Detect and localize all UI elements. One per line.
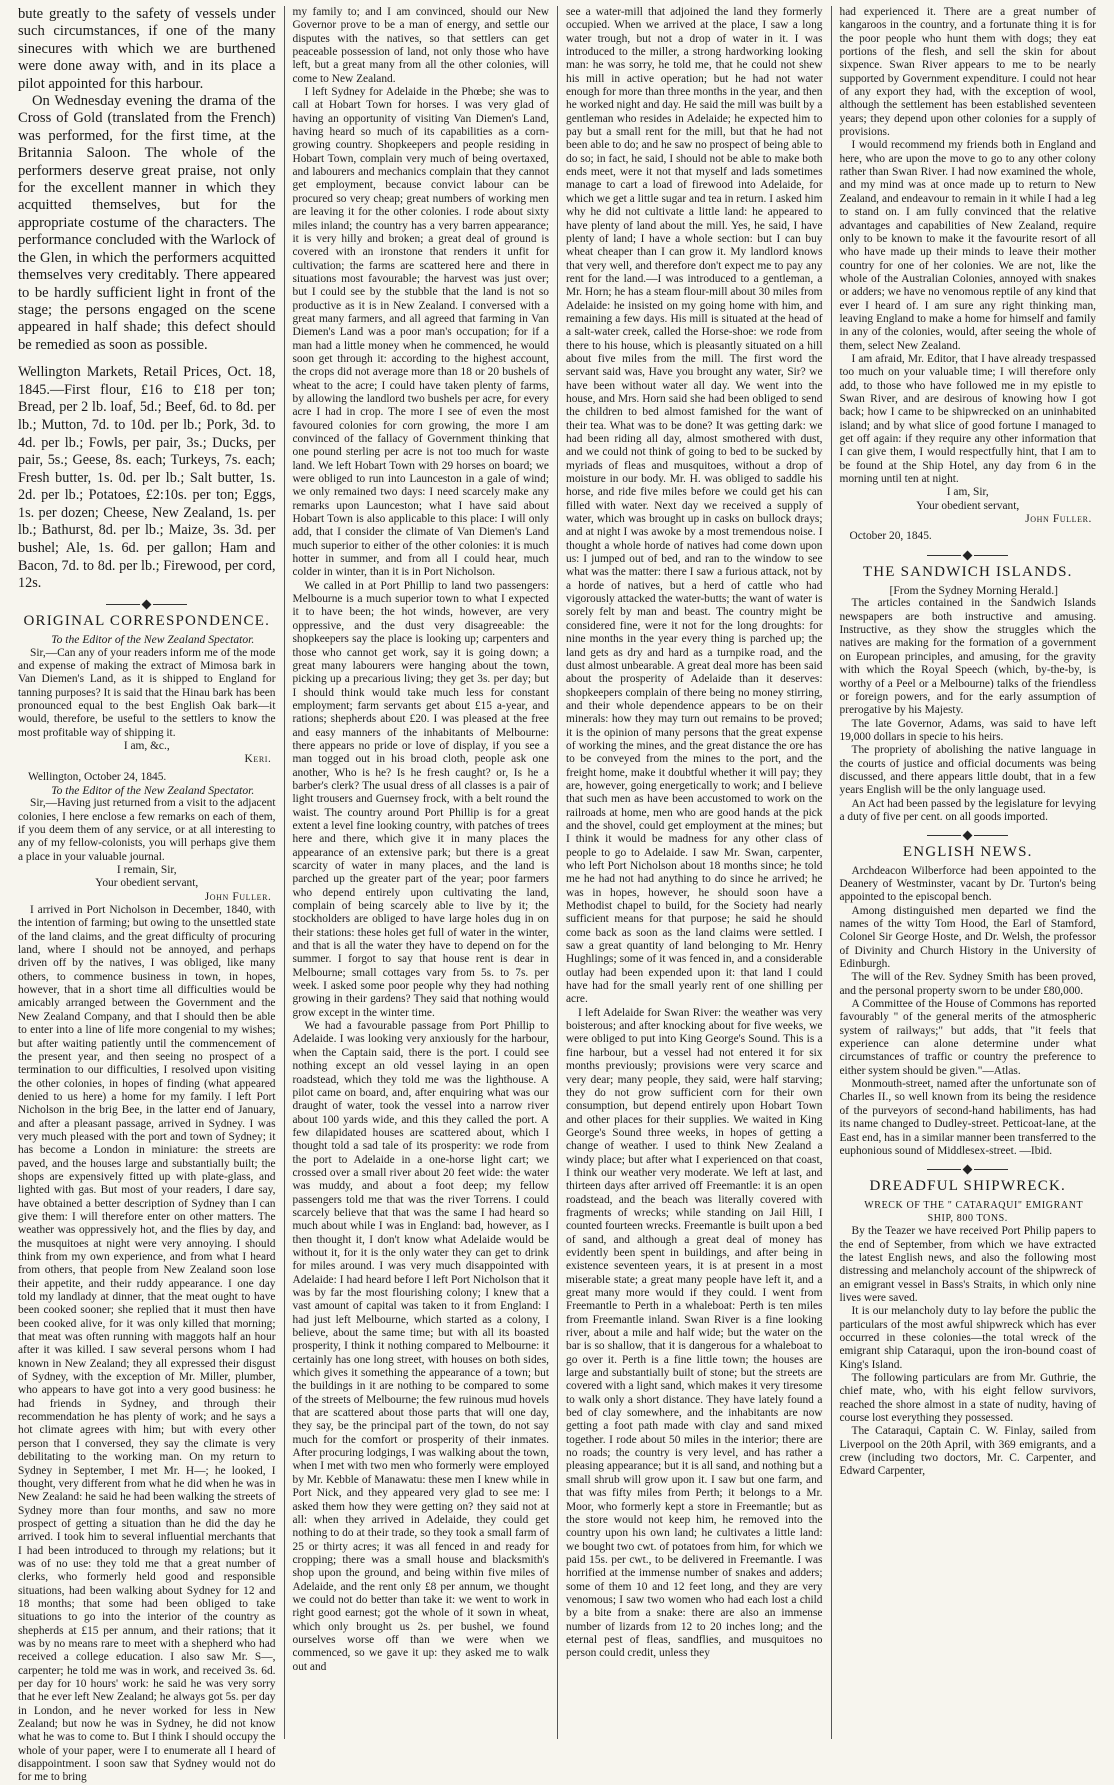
market-prices-text: Wellington Markets, Retail Prices, Oct. 18, 1845.—First flour, £16 to £18 per ton; Bread, per 2 lb. loaf, 5d.; Beef, 6d. to 8d. per lb.; Mutton, 7d. to 10d. per lb.; Pork, 3d. to 4d. per lb.; Fowls, per pair, 3s.; Ducks, per pair, 5s.; Geese, 8s. each; Turkeys, 7s. each; Fresh butter, 1s. 0d. per lb.; Salt butter, 1s. 2d. per lb.; Potatoes, £2:10s. per ton; Eggs, 1s. per dozen; Cheese, New Zealand, 1s. per lb.; Bathurst, 8d. per lb.; Maize, 3s. 3d. per bushel; Ale, 1s. 6d. per gallon; Ham and Bacon, 7d. to 8d. per lb.; Firewood, per cord, 12s. xyxy=(18,364,276,592)
section-heading-english-news: ENGLISH NEWS. xyxy=(902,844,1033,861)
divider xyxy=(840,552,1097,559)
letter-2-paragraph-kangaroos: had experienced it. There are a great number of kangaroos in the country, and a fortunate thing it is for the poor people who hunt them with dogs; they eat portions of the flesh, and sell the skin for about sixpence. Swan River appears to me to be nearly supported by Government expenditure. I could not hear of any export they had, with the exception of wool, although the settlement has been established seventeen years; they depend upon other colonies for a supply of provisions. xyxy=(839,6,1096,139)
paragraph-pilot: bute greatly to the safety of vessels under such circumstances, if one of the many sinecures with which we are burthened were done away with, and in its place a pilot appointed for this harbour. xyxy=(18,6,276,92)
letter-2-final-signature: John Fuller. xyxy=(1025,513,1092,526)
divider xyxy=(840,1166,1097,1173)
local-news-section xyxy=(18,6,276,354)
letter-2-intro: Sir,—Having just returned from a visit to the adjacent colonies, I here enclose a few remarks on each of them, if you deem them of any service, or at all interesting to any of my fellow-colonists, you will perhaps give them a place in your valuable journal. xyxy=(18,797,276,863)
letter-1-signature: Keri. xyxy=(244,753,272,766)
shipwreck-subheading: WRECK OF THE " CATARAQUI" EMIGRANT SHIP, 800 TONS. xyxy=(864,1199,1084,1224)
divider xyxy=(18,601,276,608)
shipwreck-paragraph-2: It is our melancholy duty to lay before the public the particulars of the most awful shipwreck which has ever occurred in these colonies—the total wreck of the emigrant ship Cataraqui, upon the iron-bound coast of King's Island. xyxy=(839,1305,1096,1371)
column-1 xyxy=(10,6,284,1784)
english-news-paragraph-4: A Committee of the House of Commons has reported favourably " of the general merits of the atmospheric system of railways;" but adds, that "it feels that experience can alone determine under what circumstances of traffic or country the preference to either system should be given."—Atlas. xyxy=(839,998,1096,1077)
paragraph-theatre: On Wednesday evening the drama of the Cross of Gold (translated from the French) was performed, for the first time, at the Britannia Saloon. The whole of the performers deserve great praise, not only for the excellent manner in which they acquitted themselves, but for the appropriate costume of the characters. The performance concluded with the Warlock of the Glen, in which the performers acquitted themselves very creditably. There appeared to be hardly sufficient light in front of the stage; the persons engaged on the scene appeared in half shade; this defect should be remedied as soon as possible. xyxy=(18,93,276,353)
column-4 xyxy=(831,6,1105,1739)
letter-2-final-close-2: Your obedient servant, xyxy=(916,499,1020,512)
letter-1-close: I am, &c., xyxy=(123,739,170,752)
letter-2-paragraph-adelaide: We had a favourable passage from Port Phillip to Adelaide. I was looking very anxiously for the harbour, when the Captain said, there is the port. I could see nothing except an old vessel laying in an open roadstead, which they told me was the lighthouse. A pilot came on board, and, after enquiring what was our draught of water, took the vessel into a narrow river about 100 yards wide, and this they called the port. A few dilapidated houses are scattered about, which I thought told a sad tale of its prosperity: we rode from the port to Adelaide in a one-horse light cart; we crossed over a small river about 20 feet wide: the water was muddy, and about a foot deep; my fellow passengers told me that was the river Torrens. I could scarcely believe that that was the same I had heard so much about while I was in England: bad, however, as I then thought it, I don't know what Adelaide would be without it, for it is the only water they can get to drink for miles around. I was very much disappointed with Adelaide: I had heard before I left Port Nicholson that it was by far the most flourishing colony; I knew that a vast amount of capital was taken to it from England: I had just left Melbourne, which started as a colony, I believe, about the same time; but with all its boasted prosperity, I think it nothing compared to Melbourne: it certainly has one long street, with houses on both sides, which gives it something the appearance of a town; but the buildings in it are nothing to be compared to some of the streets of Melbourne; the few ruinous mud hovels that are scattered about those parts that will one day, they say, be the principal part of the town, do not say much for the comfort or prosperity of their inmates. After procuring lodgings, I was walking about the town, when I met with two men who formerly were employed by Mr. Kebble of Manawatu: these men I knew while in Port Nick, and they appeared very glad to see me: I asked them how they were getting on? they said not at all: when they arrived in Adelaide, they could get nothing to do at their trade, so they took a small farm of 25 or thirty acres; it was all fenced in and ready for cropping; there was a small house and blacksmith's shop upon the ground, and being within five miles of Adelaide, and the rent only £8 per annum, we thought we could not do better than take it: we went to work in right good earnest; got the whole of it sown in wheat, which only brought us 2s. per bushel, we found ourselves worse off than we were when we commenced, so we gave it up: they asked me to walk out and xyxy=(292,1020,549,1673)
market-prices xyxy=(18,364,276,593)
shipwreck-paragraph-1: By the Teazer we have received Port Philip papers to the end of September, from which we have extracted the latest English news, and also the following most distressing and melancholy account of the shipwreck of an emigrant vessel in Bass's Straits, in which only nine lives were saved. xyxy=(839,1225,1096,1304)
sandwich-paragraph-4: An Act had been passed by the legislature for levying a duty of five per cent. on all goods imported. xyxy=(839,797,1096,823)
letter-2-final-close-1: I am, Sir, xyxy=(946,486,989,499)
sandwich-paragraph-3: The propriety of abolishing the native language in the courts of justice and official documents was being discussed, and there appears little doubt, that in a few years English will be the only language used. xyxy=(839,744,1096,797)
letter-1-body: Sir,—Can any of your readers inform me of the mode and expense of making the extract of Mimosa bark in Van Diemen's Land, as it is shipped to England for tanning purposes? It is said that the Hinau bark has been pronounced equal to the best English Oak bark—it would, therefore, be useful to the settlers to know the most profitable way of shipping it. xyxy=(18,646,276,739)
section-heading-sandwich-islands: THE SANDWICH ISLANDS. xyxy=(862,563,1073,580)
sandwich-paragraph-2: The late Governor, Adams, was said to have left 19,000 dollars in specie to his heirs. xyxy=(839,717,1096,743)
letter-2-paragraph-port-phillip: We called in at Port Phillip to land two passengers: Melbourne is a much superior town to what I expected it to have been; the hot winds, however, are very oppressive, and the dust very disagreeable: the shopkeepers say the place is looking up; carpenters and those who cannot get work, say it is going down; a great many labourers were hanging about the town, picking up a precarious living; they get 3s. per day; but I should think would take much less for constant employment; farm servants get about £15 a-year, and rations; shepherds about £20. I was pleased at the free and easy manners of the inhabitants of Melbourne: there appears no pride or love of display, if you see a man togged out in his broad cloth, people ask one another, Who is he? Is he fresh caught? or, Is he a barber's clerk? The usual dress of all classes is a pair of light trousers and Guernsey frock, with a belt round the waist. The country around Port Phillip is for a great extent a level fine looking country, with patches of trees here and there, which give it in many places the appearance of an extensive park; but there is a great scarcity of water in many places, and the land is parched up the greater part of the year; poor farmers who depend entirely upon cultivating the land, complain of being scarcely able to live by it; the stockholders are obliged to have large holes dug in on their stations: these holes get full of water in the winter, and that is all the water they have to depend on for the summer. I forgot to say that house rent is dear in Melbourne; small cottages vary from 5s. to 7s. per week. I asked some poor people why they had nothing growing in their gardens? They said that nothing would grow except in the winter time. xyxy=(292,579,549,1019)
letter-2-signature: John Fuller. xyxy=(204,890,272,903)
letter-2-paragraph-water-mill: see a water-mill that adjoined the land they formerly occupied. When we arrived at the place, I saw a long water trough, but not a drop of water in it. I was introduced to the miller, a strong hardworking looking man: he was sorry, he told me, that he could not shew his mill in active operation; but he had not water enough for more than three months in the year, and then he worked night and day. He said the mill was built by a gentleman who resides in Adelaide; he expected him to pay but a small rent for the mill, but that he had not been able to do; and he saw no prospect of being able to do so; in fact, he said, I should not be able to make both ends meet, were it not that myself and lads sometimes manage to cart a load of firewood into Adelaide, for which we get a little sugar and tea in return. I asked him why he did not cultivate a little land: he appeared to have plenty of land about the mill. Yes, he said, I have plenty of land; I have a whole section: but I can buy wheat cheaper than I can grow it. My landlord knows that very well, and therefore don't expect me to pay any rent for the land.—I was introduced to a gentleman, a Mr. Horn; he has a steam flour-mill about 30 miles from Adelaide: he insisted on my going home with him, and remaining a few days. His mill is situated at the head of a salt-water creek, called the Horse-shoe: we rode from there to his house, which is pleasantly situated on a hill about five miles from the mill. The first word the servant said was, Have you brought any water, Sir? we have been without water all day. We went into the house, and Mrs. Horn said she had been obliged to send the children to bed almost famished for the want of their tea. What was to be done? It was getting dark: we had been riding all day, almost smothered with dust, and we could not think of going to bed to be sucked by myriads of fleas and musquitoes, without a drop of moisture in our body. Mr. H. was obliged to saddle his horse, and ride five miles before we could get his can filled with water. Next day we received a supply of water, which was brought up in casks on bullock drays; and at night I was awoke by a most tremendous noise. I thought a whole horde of natives had come down upon us: I jumped out of bed, and ran to the window to see what was the matter: there I saw a furious attack, not by a horde of natives, but a herd of cattle who had vigorously attacked the water-butts; the want of water is sorely felt by man and beast. The country might be considered fine, were it not for the long droughts: for nine months in the year every thing is parched up; the land gets as dry and hard as a turnpike road, and the dust almost unbearable. A great deal more has been said about the prosperity of Adelaide than it deserves: shopkeepers complain of there being no money stirring, and their whole dependence appears to be on their minerals: how they may turn out remains to be proved; it is the opinion of many persons that the great expense of working the mines, and the great distance the ore has to be conveyed from the mines to the port, and the freight home, make it doubtful whether it will pay; they are, however, going energetically to work; and I believe that such men as have been accustomed to work on the railroads at home, men who are good hands at the pick and the shovel, could get employment at the mines; but I think it would be madness for any other class of people to go to Adelaide. I saw Mr. Swan, carpenter, who left Port Nicholson about 18 months since; he told me he had not had anything to do since he arrived; he was in hopes, however, he should soon have a Methodist chapel to build, for the Society had nearly sufficient means for that purpose; he said he should come back as soon as the land claims were settled. I saw a great quantity of land belonging to Mr. Henry Hughlings; some of it was fenced in, and a considerable outlay had been expended upon it: that land I could have had for the small yearly rent of one shilling per acre. xyxy=(566,6,823,1006)
letter-2-close-1: I remain, Sir, xyxy=(116,864,177,877)
letter-2-paragraph-swan-river: I left Adelaide for Swan River: the weather was very boisterous; and after knocking about for five weeks, we were obliged to put into King George's Sound. This is a fine harbour, but a vessel had not entered it for six months previously; provisions were very scarce and very dear; many people, they said, were half starving; they do not grow sufficient corn for their own consumption, but depend entirely upon Hobart Town and other places for their supplies. We waited in King George's Sound three weeks, in hopes of getting a change of weather. I used to think New Zealand a windy place; but after what I experienced on that coast, I think our weather very moderate. We left at last, and thirteen days after arrived off Freemantle: it is an open roadstead, and the beach was literally covered with fragments of wrecks; while standing on Jail Hill, I counted fourteen wrecks. Freemantle is built upon a bed of sand, and although a great deal of money has evidently been spent in buildings, and after being in existence seventeen years, it is at present in a most miserable state; a great many people have left it, and a great many more would if they could. I went from Freemantle to Perth in a whaleboat: Perth is ten miles from Freemantle inland. Swan River is a fine looking river, about a mile and half wide; but the water on the bar is so shallow, that it is dangerous for a whaleboat to go over it. Perth is a fine little town; the houses are large and substantially built of stone; but the streets are covered with a light sand, which makes it very tiresome to walk only a short distance. They have lately found a bed of clay somewhere, and the inhabitants are now getting a foot path made with clay and sand mixed together. I rode about 50 miles in the interior; there are no roads; the country is very level, and has rather a pleasing appearance; but it is all sand, and nothing but a small shrub will grow upon it. I saw but one farm, and that was fifty miles from Perth; it belongs to a Mr. Moor, who formerly kept a store in Freemantle; but as the store would not keep him, he removed into the country upon his own land; he cultivates a little land: we bought two cwt. of potatoes from him, for which we paid 15s. per cwt., to be delivered in Freemantle. I was horrified at the immense number of snakes and adders; some of them 10 and 12 feet long, and they are very venomous; I saw two women who had each lost a child by a bite from a snake: there are also an immense number of lizards from 12 to 20 inches long; and the eternal pest of fleas, sandflies, and musquitoes no person could credit, unless they xyxy=(566,1006,823,1660)
letter-2-paragraph-recommend: I would recommend my friends both in England and here, who are upon the move to go to any other colony rather than Swan River. I had now examined the whole, and my mind was at once made up to return to New Zealand, and endeavour to remain in it while I had a leg to stand on. I am fully convinced that the relative advantages and capabilities of New Zealand, require only to be known to make it the favourite resort of all who have made up their minds to leave their mother country for one of her colonies. We are not, like the whole of the Australian Colonies, annoyed with snakes or adders; we have no venomous reptile of any kind that ever I heard of. I am sure any right thinking man, leaving England to make a home for himself and family in any of the colonies, would, after seeing the whole of them, select New Zealand. xyxy=(839,139,1096,352)
letter-2-paragraph-1: I arrived in Port Nicholson in December, 1840, with the intention of farming; but owing to the unsettled state of the land claims, and the great difficulty of procuring land, where I should not be annoyed, and perhaps driven off by the natives, I was obliged, like many others, to commence business in town, in hopes, however, that in a short time all difficulties would be amicably arranged between the Government and the New Zealand Company, and that I should then be able to enter into a line of life more congenial to my wishes; but after waiting patiently until the commencement of the present year, and then seeing no prospect of a termination to our difficulties, I resolved upon visiting the other colonies, in hopes of finding (what appeared denied to us here) a home for my family. I left Port Nicholson in the brig Bee, in the latter end of January, and after a pleasant passage, arrived in Sydney. I was very much pleased with the port and town of Sydney; it has become a London in miniature: the streets are paved, and the houses large and substantially built; the shops are expensively fitted up with plate-glass, and lighted with gas. But most of your readers, I dare say, have obtained a better description of Sydney than I can give them: I will therefore enter on other matters. The weather was oppressively hot, and the flies by day, and the musquitoes at night were very annoying. I should think from my own experience, and from what I heard from others, that people from New Zealand soon lose their appetite, and their ruddy appearance. I one day told my landlady at dinner, that the meat ought to have been cooked sooner; she replied that it must then have been cooked alive, for it was only killed that morning; that meat was often running with maggots half an hour after it was killed. I saw several persons whom I had known in New Zealand; they all expressed their disgust of Sydney, with the exception of Mr. Miller, plumber, who appears to have got into a very good business: he had friends in Sydney, and through their recommendation he has plenty of work; and he says a hot climate agrees with him; but with every other person that I conversed, they say the climate is very debilitating to the working man. On my return to Sydney in September, I met Mr. H—; he looked, I thought, very different from what he did when he was in New Zealand: he said he had been walking the streets of Sydney more than four months, and saw no more prospect of getting a situation than he did the day he arrived. I took him to several influential merchants that I had been introduced to through my relations; but it was of no use: they told me that a great number of clerks, who formerly held good and responsible situations, had been walking about Sydney for 12 and 18 months; that some had been obliged to take situations to go into the interior of the country as shepherds at £15 per annum, and their rations; that it was by no means rare to meet with a shepherd who had received a college education. I also saw Mr. S—, carpenter; he told me was in work, and received 3s. 6d. per day for 10 hours' work: he said he was very sorry that he ever left New Zealand; he always got 5s. per day in London, and he never worked for less in New Zealand; but now he was in Sydney, he did not know what he was to come to. But I think I should occupy the whole of your paper, were I to enumerate all I heard of disappointment. I soon saw that Sydney would not do for me to bring xyxy=(18,904,276,1784)
shipwreck-paragraph-3: The following particulars are from Mr. Guthrie, the chief mate, who, with his eight fellow survivors, reached the shore almost in a state of nudity, having of course lost everything they possessed. xyxy=(839,1372,1096,1425)
shipwreck-paragraph-4: The Cataraqui, Captain C. W. Finlay, sailed from Liverpool on the 20th April, with 369 emigrants, and a crew (including two doctors, Mr. C. Carpenter, and Edward Carpenter, xyxy=(839,1425,1096,1478)
letter-2-paragraph-closing: I am afraid, Mr. Editor, that I have already trespassed too much on your valuable time; I will therefore only add, to those who have followed me in my epistle to Swan River, and are desirous of knowing how I got back; how I came to be shipwrecked on an uninhabited island; and by what slice of good fortune I managed to get off again: if they require any other information that I can give them, I would respectfully hint, that I am to be found at the Ship Hotel, any day from 6 in the morning until ten at night. xyxy=(839,352,1096,486)
letter-2-paragraph-2: my family to; and I am convinced, should our New Governor prove to be a man of energy, and settle our disputes with the natives, so that settlers can get peaceable possession of land, not only those who have left, but a great many from all the other colonies, will come to New Zealand. xyxy=(292,6,549,85)
column-2 xyxy=(284,6,558,1739)
english-news-paragraph-3: The will of the Rev. Sydney Smith has been proved, and the personal property sworn to be under £80,000. xyxy=(839,971,1096,997)
letter-2-addressee: To the Editor of the New Zealand Spectator. xyxy=(51,783,255,797)
letter-1-addressee: To the Editor of the New Zealand Spectator. xyxy=(51,633,255,647)
divider xyxy=(840,832,1097,839)
sandwich-islands-source: [From the Sydney Morning Herald.] xyxy=(889,584,1058,598)
letter-2-paragraph-van-diemens-land: I left Sydney for Adelaide in the Phœbe; she was to call at Hobart Town for horses. I was very glad of having an opportunity of visiting Van Diemen's Land, having heard so much of its capabilities as a corn-growing country. Shopkeepers and people residing in Hobart Town, complain very much of being overtaxed, and labourers and mechanics complain that they cannot get employment, because convict labour can be procured so very cheap; great numbers of working men are leaving it for the other colonies. I rode about sixty miles inland; the country has a very barren appearance; it is very hilly and broken; a great deal of ground is covered with an ironstone that renders it unfit for cultivation; the farms are scattered here and there in situations most favourable; the harvest was just over; but I could see by the stubble that the land is not so productive as it is in New Zealand. I conversed with a great many farmers, and all agreed that farming in Van Diemen's Land was a poor man's occupation; for if a man had a little money when he commenced, he would soon get through it: according to the highest account, the crops did not average more than 18 or 20 bushels of wheat to the acre; I could have taken plenty of farms, by allowing the landlord two bushels per acre, for every acre I had in crop. The more I see of even the most favoured colonies for corn growing, the more I am convinced of the fallacy of Government thinking that one pound sterling per acre is not too much for waste land. We left Hobart Town with 29 horses on board; we were obliged to run into Launceston in a gale of wind; we only remained two days: I need scarcely make any remarks upon Launceston; what I have said about Hobart Town is also applicable to this place: I will only add, that I consider the climate of Van Diemen's Land much superior to either of the other colonies: it is much hotter in summer, and from all I could hear, much colder in winter, than it is in Port Nicholson. xyxy=(292,86,549,579)
letter-2-close-2: Your obedient servant, xyxy=(95,877,199,890)
english-news-paragraph-2: Among distinguished men departed we find the names of the witty Tom Hood, the Earl of Stamford, Colonel Sir George Hoste, and Dr. Welsh, the professor of Divinity and Church History in the University of Edinburgh. xyxy=(839,904,1096,971)
sandwich-paragraph-1: The articles contained in the Sandwich Islands newspapers are both instructive and amusing. Instructive, as they show the struggles which the natives are making for the formation of a government on European principles, and amusing, for the gravity with which the Royal Speech (which, by-the-by, is worthy of a Peel or a Melbourne) talks of the friendless or foreign powers, and for the early assumption of prerogative by his Majesty. xyxy=(839,597,1096,717)
section-heading-shipwreck: DREADFUL SHIPWRECK. xyxy=(869,1178,1066,1195)
english-news-paragraph-5: Monmouth-street, named after the unfortunate son of Charles II., so well known from its being the residence of the purveyors of second-hand habiliments, has had its name changed to Dudley-street. Petticoat-lane, at the East end, has in a similar manner been transferred to the euphonious sound of Middlesex-street. —Ibid. xyxy=(839,1078,1096,1157)
letter-1-date: Wellington, October 24, 1845. xyxy=(28,770,167,783)
column-3 xyxy=(557,6,831,1739)
letter-2-final-date: October 20, 1845. xyxy=(849,530,932,543)
section-heading-correspondence: ORIGINAL CORRESPONDENCE. xyxy=(23,612,271,629)
english-news-paragraph-1: Archdeacon Wilberforce had been appointed to the Deanery of Westminster, vacant by Dr. Turton's being appointed to the episcopal bench. xyxy=(839,864,1096,904)
